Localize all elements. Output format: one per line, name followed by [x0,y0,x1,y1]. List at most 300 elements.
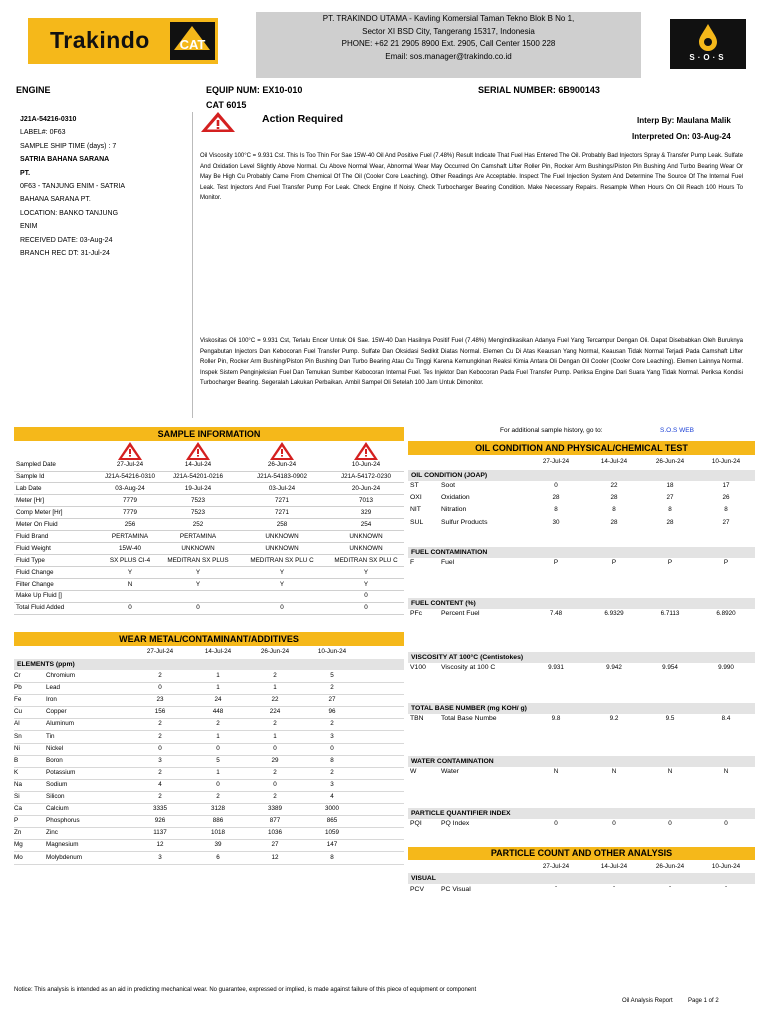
element-value: 3389 [267,805,283,813]
element-code: Pb [14,684,22,692]
section-title: FUEL CONTAMINATION [408,547,755,558]
test-value: 9.942 [606,664,622,671]
row-divider [14,482,404,483]
sample-info-cell: PERTAMINA [111,532,149,540]
element-name: Lead [46,684,61,692]
test-value: 6.8920 [716,610,736,617]
element-value: 1059 [324,829,340,837]
sample-info-cell: UNKNOWN [349,544,383,552]
element-value: 0 [216,780,220,788]
test-name: Fuel [441,559,455,566]
section-title: WATER CONTAMINATION [408,756,755,767]
row-divider [14,602,404,603]
row-divider [14,506,404,507]
element-code: Sn [14,732,22,740]
element-value: 0 [158,684,162,692]
element-name: Silicon [46,793,65,800]
test-value: 9.990 [718,664,734,671]
test-value: 8.4 [721,715,731,722]
sample-info-cell: 0 [364,592,368,600]
row-divider [14,554,404,555]
element-value: 2 [158,720,162,728]
test-value: 28 [666,518,674,526]
visual-value: - [724,883,728,890]
oil-date-header: 14-Jul-24 [600,458,628,465]
visual-value: - [612,883,616,890]
sample-info-cell: 7013 [358,496,374,504]
sample-warning-icon [353,441,379,461]
meta-sample-id: J21A-54216-0310 [20,116,77,123]
oil-drop-icon [693,22,723,52]
test-value: 6.9329 [604,610,624,617]
meta-divider [192,112,193,418]
sample-info-label: Fluid Weight [16,544,51,552]
test-value: 28 [610,494,618,502]
element-value: 147 [326,841,338,849]
sample-info-label: Meter [Hr] [16,496,44,504]
sample-info-cell: Y [279,580,285,588]
element-value: 2 [216,793,220,800]
element-value: 926 [154,817,166,825]
element-value: 27 [328,696,336,704]
sample-info-label: Meter On Fluid [16,520,58,528]
element-value: 2 [273,793,277,800]
element-code: Si [14,793,20,800]
wear-date-header: 26-Jun-24 [260,648,290,655]
footer-page: Page 1 of 2 [688,998,719,1004]
particle-date-header: 26-Jun-24 [655,863,685,870]
test-value: 27 [666,494,674,502]
test-value: 0 [612,820,616,827]
element-value: 8 [330,756,334,764]
element-value: 1 [216,732,220,740]
test-code: SUL [410,518,424,526]
element-code: Mg [14,841,23,849]
section-title: OIL CONDITION (JOAP) [408,470,755,481]
sample-info-cell: 7779 [122,496,138,504]
company-line-1: PT. TRAKINDO UTAMA - Kavling Komersial Taman Tekno Blok B No 1, [322,14,575,23]
sample-info-cell: 03-Jul-24 [268,484,296,492]
element-name: Phosphorus [46,817,80,825]
test-value: 8 [612,506,616,514]
element-value: 877 [269,817,281,825]
visual-code: PCV [410,886,424,893]
element-value: 865 [326,817,338,825]
element-value: 886 [212,817,224,825]
interp-indonesian: Viskositas Oli 100°C = 9.931 Cst, Terlalu Encer Untuk Oli Sae. 15W-40 Dan Hasilnya Positif Fuel (7.48%) Mengindikasikan Adanya Fuel Yang Tercampur Dengan Oli. Dapat Disebabkan Oleh Buruknya Pengabutan Injectors Dan Kebocoran Fuel Transfer Pump. Sulfate Dan Oksidasi Sedikit Diatas Normal. Elemen Cu Di Atas Keausan Yang Normal, Keausan Tidak Normal Terjadi Pada Camshaft Lifter Roller Pin, Rocker Arm Bushing/Piston Pin Bushing Dan Turbo Bearing Atau Cu Tinggi Karena Kemungkinan Reaksi Kimia Antara Oli Dengan Oil Cooler (Cooler Core Leaching). Elemen Lainnya Normal. Inspek Sistem Penginjeksian Fuel Dan Temukan Sumber Kebocoran Internal Fuel. Tes Injektor Dan Kebocoran Pada Fuel Transfer Pump. Periksa Engine Dari Suara Yang Tidak Normal. Periksa Kondisi Turbocharger Bearing. Segeralah Lakukan Perbaikan. Ambil Sampel Oli Setelah 100 Jam Untuk Dimonitor. [200,338,743,386]
particle-count-header: PARTICLE COUNT AND OTHER ANALYSIS [408,847,755,860]
sample-info-label: Fluid Change [16,568,54,576]
element-value: 22 [271,696,279,704]
sample-info-cell: 20-Jun-24 [351,484,381,492]
row-divider [14,682,404,683]
sample-info-cell: Y [363,580,369,588]
sample-info-label: Fluid Brand [16,532,49,540]
test-name: Sulfur Products [441,518,488,526]
element-value: 12 [271,853,279,861]
sample-info-cell: 26-Jun-24 [267,461,297,468]
row-divider [14,864,404,865]
row-divider [14,803,404,804]
sample-info-cell: 7779 [122,508,138,516]
meta-site-2: BAHANA SARANA PT. [20,196,91,204]
test-value: 8 [668,506,672,514]
test-name: Soot [441,482,455,489]
sample-info-cell: Y [279,568,285,576]
element-code: Ni [14,744,20,752]
test-value: P [667,559,673,566]
element-value: 2 [158,672,162,679]
row-divider [14,494,404,495]
section-title: FUEL CONTENT (%) [408,598,755,609]
test-value: 28 [552,494,560,502]
meta-site-1: 0F63 - TANJUNG ENIM - SATRIA [20,182,126,190]
sample-info-cell: 258 [276,520,288,528]
test-name: PQ Index [441,820,470,827]
cat-mark-text: CAT [179,37,206,52]
meta-customer-2: PT. [20,169,31,177]
sample-warning-icon [269,441,295,461]
sample-warning-icon [117,441,143,461]
element-code: Cr [14,672,21,679]
equip-model: CAT 6015 [206,100,247,110]
sample-info-cell: Y [195,568,201,576]
oil-date-header: 27-Jul-24 [542,458,570,465]
sample-info-cell: 254 [360,520,372,528]
row-divider [14,566,404,567]
element-code: Mo [14,853,23,861]
element-code: Cu [14,708,23,716]
sample-info-cell: J21A-54183-0902 [256,472,308,480]
element-code: Na [14,780,23,788]
sample-info-label: Make Up Fluid [] [16,592,62,600]
element-value: 4 [330,793,334,800]
sample-info-cell: Y [363,568,369,576]
test-code: V100 [410,664,426,671]
oil-date-header: 10-Jun-24 [711,458,741,465]
test-code: W [410,768,417,775]
element-value: 3 [158,853,162,861]
element-name: Nickel [46,744,64,752]
row-divider [14,851,404,852]
element-name: Chromium [46,672,76,679]
element-code: Ca [14,805,23,813]
test-name: Nitration [441,506,467,514]
sample-info-cell: PERTAMINA [179,532,217,540]
oil-condition-header: OIL CONDITION AND PHYSICAL/CHEMICAL TEST [408,441,755,455]
element-value: 23 [156,696,164,704]
sample-info-cell: 0 [196,604,200,612]
history-text: For additional sample history, go to: [500,427,603,434]
sample-info-label: Filter Change [16,580,54,588]
wear-metals-header: WEAR METAL/CONTAMINANT/ADDITIVES [14,632,404,646]
visual-value: - [554,883,558,890]
test-value: 8 [724,506,728,514]
test-code: ST [410,482,419,489]
sample-info-cell: 7271 [274,508,290,516]
wear-date-header: 10-Jun-24 [317,648,347,655]
element-code: Zn [14,829,22,837]
element-value: 1 [273,732,277,740]
element-name: Calcium [46,805,69,813]
sample-info-cell: 252 [192,520,204,528]
test-value: 28 [610,518,618,526]
element-value: 39 [214,841,222,849]
element-value: 2 [273,720,277,728]
test-name: Water [441,768,459,775]
element-value: 96 [328,708,336,716]
sample-info-cell: UNKNOWN [181,544,215,552]
element-value: 1018 [210,829,226,837]
element-value: 1 [216,684,220,692]
element-code: B [14,756,19,764]
test-value: N [723,768,729,775]
row-divider [14,578,404,579]
element-name: Sodium [46,780,68,788]
test-value: N [667,768,673,775]
sos-logo-text: S·O·S [689,53,727,62]
sample-meta [20,113,188,260]
oil-date-header: 26-Jun-24 [655,458,685,465]
element-value: 2 [273,672,277,679]
test-value: 8 [554,506,558,514]
element-name: Aluminum [46,720,74,728]
sample-info-header: SAMPLE INFORMATION [14,427,404,441]
test-value: 26 [722,494,730,502]
meta-ship-time: SAMPLE SHIP TIME (days) : 7 [20,142,117,150]
particle-date-header: 27-Jul-24 [542,863,570,870]
test-value: 18 [666,482,674,489]
sample-info-cell: SX PLUS CI-4 [109,556,151,564]
interp-status: Action Required [262,113,344,125]
test-value: 22 [610,482,618,489]
sample-info-label: Sampled Date [16,461,56,468]
sample-info-cell: 0 [280,604,284,612]
company-phone: PHONE: +62 21 2905 8900 Ext. 2905, Call Center 1500 228 [341,39,556,48]
element-value: 1 [216,768,220,776]
sample-info-cell: 27-Jul-24 [116,461,144,468]
test-value: 9.931 [548,664,564,671]
footer-report: Oil Analysis Report [622,998,673,1004]
sample-info-cell: J21A-54201-0216 [172,472,224,480]
equip-num: EQUIP NUM: EX10-010 [206,85,303,95]
sos-web-link[interactable]: S.O.S WEB [660,427,694,434]
visual-name: PC Visual [441,886,471,893]
test-value: 9.8 [551,715,561,722]
serial-number: SERIAL NUMBER: 6B900143 [478,85,600,95]
element-value: 1036 [267,829,283,837]
sample-info-cell: 7271 [274,496,290,504]
test-value: 9.2 [609,715,619,722]
wear-date-header: 27-Jul-24 [146,648,174,655]
row-divider [14,779,404,780]
element-value: 8 [330,853,334,861]
test-name: Percent Fuel [441,610,480,617]
company-header [256,12,641,78]
sample-info-cell: 256 [124,520,136,528]
test-value: P [611,559,617,566]
test-value: N [611,768,617,775]
sample-info-cell: MEDITRAN SX PLU C [250,556,314,564]
test-value: 0 [724,820,728,827]
row-divider [14,839,404,840]
row-divider [14,791,404,792]
sample-info-cell: 03-Aug-24 [115,484,145,492]
element-value: 3335 [152,805,168,813]
test-value: P [553,559,559,566]
sample-info-cell: 14-Jul-24 [184,461,212,468]
row-divider [14,614,404,615]
element-value: 12 [156,841,164,849]
interp-english: Oil Viscosity 100°C = 9.931 Cst. This Is Too Thin For Sae 15W-40 Oil And Positive Fuel (7.48%) Result Indicate That Fuel Has Entered The Oil. Probably Bad Injectors Spray & Transfer Pump Leak. Sulfate And Oxidation Level Slightly Above Normal. Cu Above Normal Wear, Abnormal Wear May Occurred On Camshaft Lifter Roller Pin, Rocker Arm Bushings/Piston Pin Bushing And Turbo Bearing Wear Or May Be High Cu Probably Came From Chemical Of The Oil (Cooler Core Leaching). Other Readings Are Acceptable. Inspect The Fuel Injection System And Determine The Source Of The Internal Fuel Leak. Test Injectors And Fuel Transfer Pump For Leak. Check Engine If Noisy. Check Turbocharger Bearing Condition. Make Necessary Repairs. Resample When Hours On Oil Reach 100 Hours To Monitor. [200,153,743,201]
test-value: 9.954 [662,664,678,671]
element-value: 0 [216,744,220,752]
element-value: 2 [330,720,334,728]
element-value: 3 [330,732,334,740]
element-value: 5 [216,756,220,764]
element-value: 5 [330,672,334,679]
element-name: Molybdenum [46,853,83,861]
sample-info-cell: UNKNOWN [265,544,299,552]
row-divider [14,518,404,519]
row-divider [14,718,404,719]
element-name: Potassium [46,768,76,776]
sample-info-cell: UNKNOWN [349,532,383,540]
wear-date-header: 14-Jul-24 [204,648,232,655]
sample-info-cell: 0 [364,604,368,612]
element-code: K [14,768,19,776]
element-code: P [14,817,19,825]
sample-info-cell: 15W-40 [119,544,141,552]
test-value: 7.48 [549,610,563,617]
element-value: 4 [158,780,162,788]
test-value: P [723,559,729,566]
elements-subheader: ELEMENTS (ppm) [14,659,404,670]
meta-received: RECEIVED DATE: 03-Aug-24 [20,236,113,244]
test-code: TBN [410,715,424,722]
warning-icon [200,111,236,133]
element-value: 0 [273,744,277,752]
sample-info-cell: UNKNOWN [265,532,299,540]
sample-info-cell: J21A-54172-0230 [340,472,392,480]
row-divider [14,530,404,531]
sample-info-cell: 19-Jul-24 [184,484,212,492]
engine-label: ENGINE [16,85,51,95]
element-value: 2 [273,768,277,776]
test-value: 30 [552,518,560,526]
element-value: 29 [271,756,279,764]
trakindo-cat-logo [28,18,218,64]
test-code: F [410,559,415,566]
interp-by: Interp By: Maulana Malik [637,116,731,125]
visual-subheader: VISUAL [408,873,755,884]
row-divider [14,590,404,591]
row-divider [14,767,404,768]
sample-info-cell: MEDITRAN SX PLUS [167,556,229,564]
section-title: TOTAL BASE NUMBER (mg KOH/ g) [408,703,755,714]
element-code: Fe [14,696,22,704]
element-value: 2 [158,793,162,800]
element-value: 6 [216,853,220,861]
row-divider [14,815,404,816]
row-divider [14,694,404,695]
test-name: Viscosity at 100 C [441,664,496,671]
sample-warning-icon [185,441,211,461]
test-code: PQI [410,820,422,827]
element-name: Iron [46,696,57,704]
element-value: 0 [158,744,162,752]
element-value: 1 [273,684,277,692]
sample-info-cell: MEDITRAN SX PLU C [334,556,398,564]
sample-info-cell: 329 [360,508,372,516]
element-value: 1137 [153,829,167,837]
row-divider [14,743,404,744]
element-value: 2 [216,720,220,728]
section-title: PARTICLE QUANTIFIER INDEX [408,808,755,819]
element-value: 27 [271,841,279,849]
sample-info-cell: Y [127,568,133,576]
element-value: 0 [273,780,277,788]
test-code: PFc [410,610,423,617]
sample-info-cell: N [127,580,133,588]
element-name: Tin [46,732,55,740]
row-divider [14,706,404,707]
test-value: 9.5 [665,715,675,722]
row-divider [14,827,404,828]
meta-customer-1: SATRIA BAHANA SARANA [20,156,110,164]
sample-info-label: Lab Date [16,484,42,492]
test-value: N [553,768,559,775]
sos-logo [670,19,746,69]
cat-logo-icon [170,22,215,60]
meta-branch-rec: BRANCH REC DT: 31-Jul-24 [20,249,110,257]
sample-info-cell: 10-Jun-24 [351,461,381,468]
test-code: OXI [410,494,422,502]
test-code: NIT [410,506,421,514]
footer-notice: Notice: This analysis is intended as an aid in predicting mechanical wear. No guarantee, expressed or implied, is made against failure of this piece of equipment or component [14,987,477,993]
test-value: 17 [722,482,730,489]
test-value: 0 [554,820,558,827]
element-value: 0 [330,744,334,752]
sample-info-cell: 0 [128,604,132,612]
element-value: 2 [330,684,334,692]
element-name: Boron [46,756,63,764]
row-divider [14,730,404,731]
sample-info-cell: 7523 [190,508,206,516]
test-name: Total Base Numbe [441,715,497,722]
row-divider [14,471,404,472]
element-value: 3000 [324,805,340,813]
interpreted-on: Interpreted On: 03-Aug-24 [632,132,731,141]
element-value: 448 [212,708,224,716]
element-value: 1 [216,672,220,679]
sample-info-label: Comp Meter [Hr] [16,508,63,516]
sample-info-cell: 7523 [190,496,206,504]
element-value: 3 [158,756,162,764]
particle-date-header: 10-Jun-24 [711,863,741,870]
sample-info-cell: J21A-54216-0310 [104,472,156,480]
element-value: 24 [214,696,222,704]
brand-wordmark: Trakindo [50,27,150,53]
sample-info-label: Sample Id [16,472,45,480]
element-code: Al [14,720,20,728]
sample-info-label: Fluid Type [16,556,45,564]
company-email: Email: sos.manager@trakindo.co.id [385,51,512,61]
sample-info-cell: Y [195,580,201,588]
element-value: 2 [158,732,162,740]
element-value: 3 [330,780,334,788]
element-name: Zinc [46,829,58,837]
